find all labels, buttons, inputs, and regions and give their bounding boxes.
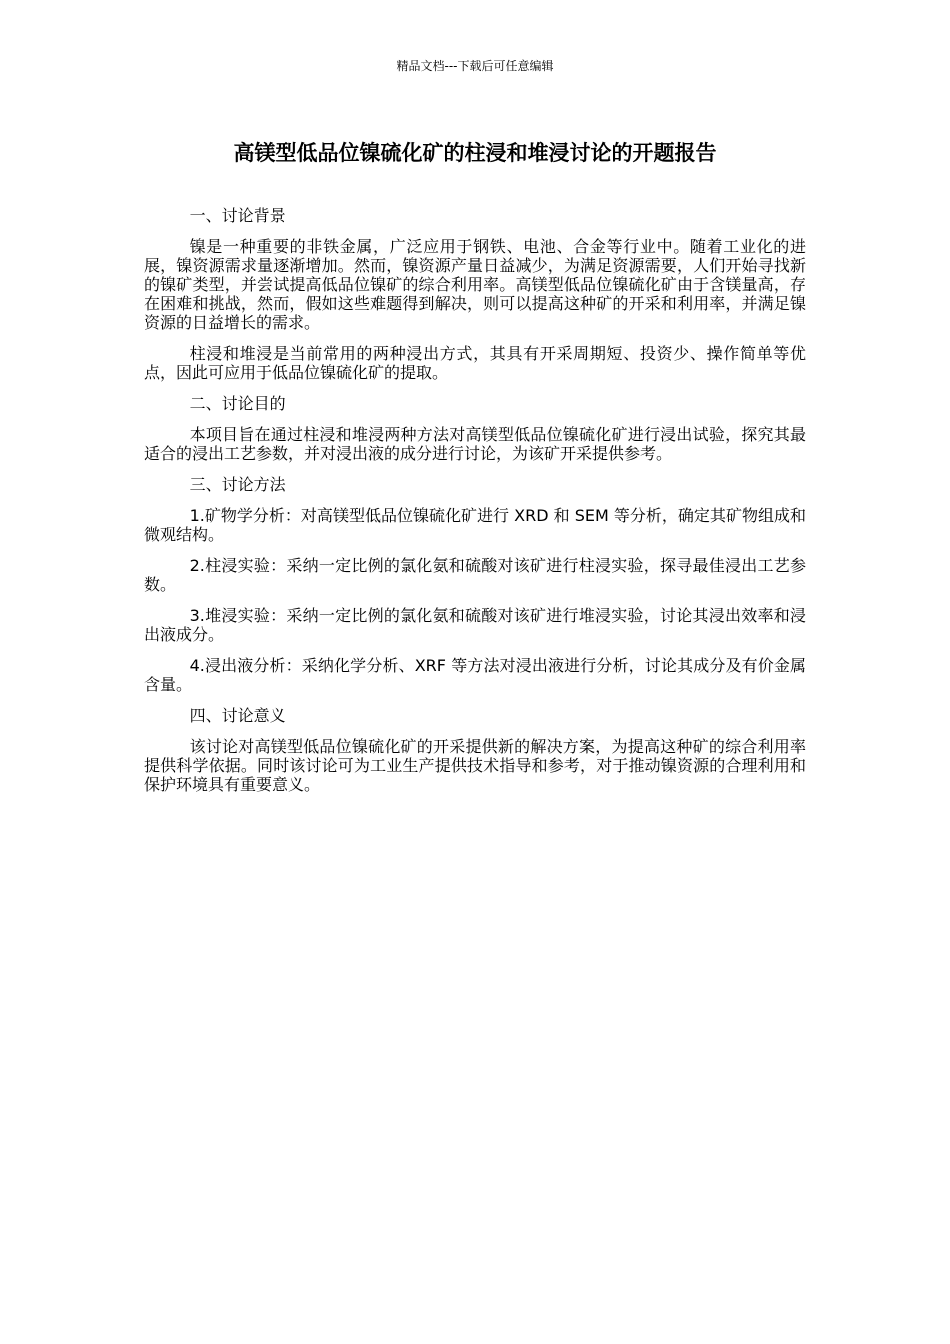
paragraph: 柱浸和堆浸是当前常用的两种浸出方式，其具有开采周期短、投资少、操作简单等优点，因此可应用于低品位镍硫化矿的提取。: [144, 344, 806, 382]
section-heading-significance: 四、讨论意义: [189, 706, 286, 725]
section-heading-background: 一、讨论背景: [189, 206, 286, 225]
paragraph: 本项目旨在通过柱浸和堆浸两种方法对高镁型低品位镍硫化矿进行浸出试验，探究其最适合的浸出工艺参数，并对浸出液的成分进行讨论，为该矿开采提供参考。: [144, 425, 806, 463]
section-heading-methods: 三、讨论方法: [189, 475, 286, 494]
method-item: 3.堆浸实验：采纳一定比例的氯化氨和硫酸对该矿进行堆浸实验，讨论其浸出效率和浸出液成分。: [144, 606, 806, 644]
method-item: 1.矿物学分析：对高镁型低品位镍硫化矿进行 XRD 和 SEM 等分析，确定其矿物组成和微观结构。: [144, 506, 806, 544]
method-item: 2.柱浸实验：采纳一定比例的氯化氨和硫酸对该矿进行柱浸实验，探寻最佳浸出工艺参数。: [144, 556, 806, 594]
header-note: 精品文档---下载后可任意编辑: [396, 59, 554, 73]
paragraph: 该讨论对高镁型低品位镍硫化矿的开采提供新的解决方案，为提高这种矿的综合利用率提供科学依据。同时该讨论可为工业生产提供技术指导和参考，对于推动镍资源的合理利用和保护环境具有重要意义。: [144, 737, 806, 794]
section-heading-purpose: 二、讨论目的: [189, 394, 286, 413]
document-title: 高镁型低品位镍硫化矿的柱浸和堆浸讨论的开题报告: [233, 141, 717, 165]
method-item: 4.浸出液分析：采纳化学分析、XRF 等方法对浸出液进行分析，讨论其成分及有价金属含量。: [144, 656, 806, 694]
document-body: [144, 206, 806, 806]
paragraph: 镍是一种重要的非铁金属，广泛应用于钢铁、电池、合金等行业中。随着工业化的进展，镍资源需求量逐渐增加。然而，镍资源产量日益减少，为满足资源需要，人们开始寻找新的镍矿类型，并尝试提高低品位镍矿的综合利用率。高镁型低品位镍硫化矿由于含镁量高，存在困难和挑战，然而，假如这些难题得到解决，则可以提高这种矿的开采和利用率，并满足镍资源的日益增长的需求。: [144, 237, 806, 332]
